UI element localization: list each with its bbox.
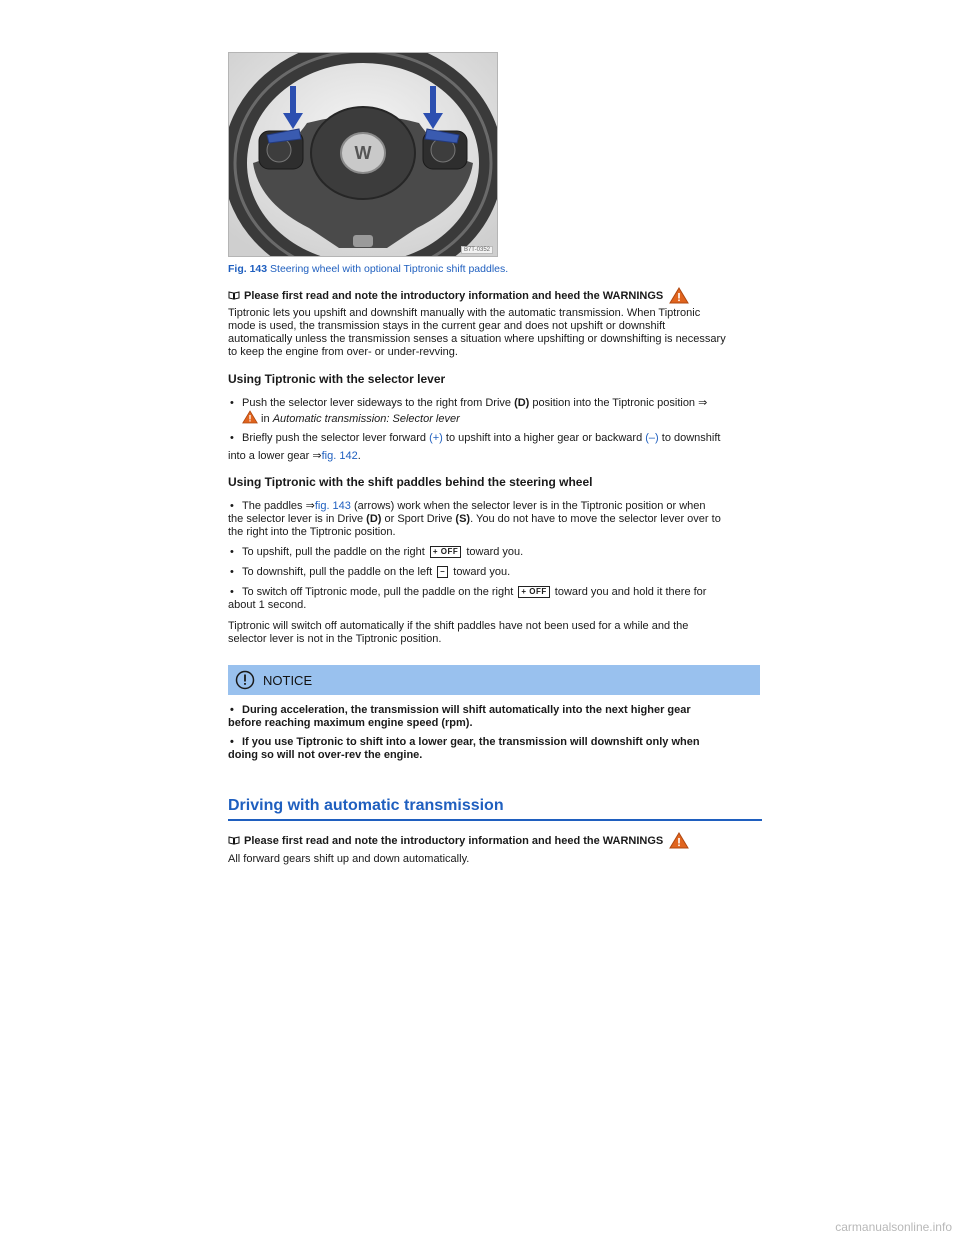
list-item: • To downshift, pull the paddle on the left – toward you.	[230, 566, 511, 578]
plus-marker: (+)	[429, 432, 443, 444]
notice-title: NOTICE	[263, 672, 313, 688]
section-title: Driving with automatic transmission	[228, 797, 762, 821]
notice-item-text: doing so will not over-rev the engine.	[228, 749, 423, 761]
minus-key: –	[437, 566, 448, 578]
notice-item-continuation	[228, 717, 762, 730]
book-icon	[228, 291, 240, 300]
text: position into the Tiptronic position ⇒	[529, 397, 708, 409]
para-1-line: Tiptronic lets you upshift and downshift manually with the automatic transmission. When Tiptronic	[228, 307, 701, 319]
text: into a lower gear ⇒	[228, 450, 322, 462]
intro-line-2	[228, 832, 689, 849]
text: to upshift into a higher gear or backward	[442, 432, 646, 444]
tiptronic-auto-off-note	[228, 620, 762, 646]
text: Push the selector lever sideways to the right from Drive	[242, 397, 515, 409]
list-item: • Briefly push the selector lever forward (+) to upshift into a higher gear or backward (–) to downshift	[230, 432, 721, 444]
list-item-continuation	[228, 599, 762, 612]
text: to downshift	[658, 432, 721, 444]
text: toward you.	[450, 566, 511, 578]
warning-icon[interactable]	[669, 832, 689, 849]
figure-code: B7T-0352	[461, 246, 493, 254]
list-item: • To upshift, pull the paddle on the right + OFF toward you.	[230, 546, 524, 558]
para-1-line: mode is used, the transmission stays in the current gear and does not upshift or downshift	[228, 320, 666, 332]
intro-text-2: Please first read and note the introductory information and heed the WARNINGS	[244, 834, 664, 847]
list-item-continuation	[228, 526, 762, 539]
gear-d: (D)	[514, 397, 530, 409]
notice-item-continuation	[228, 749, 762, 762]
text: . You do not have to move the selector lever over to	[470, 513, 721, 525]
text: To upshift, pull the paddle on the right	[242, 546, 428, 558]
warning-icon[interactable]	[669, 287, 689, 304]
figure-caption	[228, 263, 508, 275]
list-item: • The paddles ⇒fig. 143 (arrows) work when the selector lever is in the Tiptronic position or when	[230, 500, 706, 512]
para-2-line: Tiptronic will switch off automatically if the shift paddles have not been used for a while and the	[228, 620, 689, 632]
heading-selector-lever: Using Tiptronic with the selector lever	[228, 372, 446, 386]
text: .	[357, 450, 361, 462]
notice-header	[228, 665, 760, 695]
para-1-line: to keep the engine from over- or under-revving.	[228, 346, 458, 358]
text: or Sport Drive	[381, 513, 456, 525]
steering-wheel-illustration	[229, 53, 497, 256]
text: Briefly push the selector lever forward	[242, 432, 430, 444]
svg-text:W: W	[354, 143, 372, 163]
steering-wheel-figure	[228, 52, 498, 257]
tiptronic-description	[228, 307, 762, 359]
caption-text: Steering wheel with optional Tiptronic shift paddles.	[270, 263, 509, 275]
text: toward you and hold it there for	[551, 586, 707, 598]
text: The paddles ⇒	[242, 500, 315, 512]
intro-text-1: Please first read and note the introductory information and heed the WARNINGS	[244, 289, 664, 302]
intro-line-1	[228, 287, 689, 304]
text: To downshift, pull the paddle on the left	[242, 566, 436, 578]
heading-shift-paddles: Using Tiptronic with the shift paddles behind the steering wheel	[228, 475, 593, 489]
gear-d: (D)	[366, 513, 382, 525]
watermark: carmanualsonline.info	[835, 1220, 952, 1234]
auto-shift-text: All forward gears shift up and down automatically.	[228, 853, 470, 865]
minus-marker: (–)	[645, 432, 659, 444]
text: about 1 second.	[228, 599, 307, 611]
fig-143-link[interactable]: fig. 143	[314, 500, 351, 512]
warning-icon[interactable]	[242, 410, 258, 424]
caption-label: Fig. 143	[228, 263, 268, 275]
cross-reference: Automatic transmission: Selector lever	[272, 413, 460, 425]
text: the selector lever is in Drive	[228, 513, 367, 525]
notice-item-text: before reaching maximum engine speed (rpm).	[228, 717, 473, 729]
book-icon	[228, 836, 240, 845]
list-item: • To switch off Tiptronic mode, pull the paddle on the right + OFF toward you and hold it there for	[230, 586, 707, 598]
list-item-continuation	[228, 513, 762, 526]
gear-s: (S)	[455, 513, 471, 525]
notice-item-text: During acceleration, the transmission will shift automatically into the next higher gear	[242, 704, 691, 716]
notice-item: • During acceleration, the transmission will shift automatically into the next higher gear	[228, 704, 762, 717]
notice-icon	[235, 670, 255, 690]
plus-off-key: + OFF	[518, 586, 549, 598]
list-item: • Push the selector lever sideways to the right from Drive (D) position into the Tiptronic position ⇒ in Automatic transmission: Selector lever	[230, 397, 708, 425]
text: the right into the Tiptronic position.	[228, 526, 396, 538]
plus-off-key: + OFF	[430, 546, 461, 558]
notice-item-text: If you use Tiptronic to shift into a lower gear, the transmission will downshift only when	[242, 736, 700, 748]
notice-item: • If you use Tiptronic to shift into a lower gear, the transmission will downshift only when	[228, 736, 762, 749]
list-item-continuation	[228, 450, 762, 463]
text: (arrows) work when the selector lever is in the Tiptronic position or when	[350, 500, 706, 512]
fig-142-link[interactable]: fig. 142	[321, 450, 358, 462]
text: toward you.	[463, 546, 524, 558]
text: in	[258, 413, 273, 425]
text: To switch off Tiptronic mode, pull the paddle on the right	[242, 586, 517, 598]
para-2-line: selector lever is not in the Tiptronic position.	[228, 633, 442, 645]
para-1-line: automatically unless the transmission senses a situation where upshifting or downshifting is necessary	[228, 333, 726, 345]
